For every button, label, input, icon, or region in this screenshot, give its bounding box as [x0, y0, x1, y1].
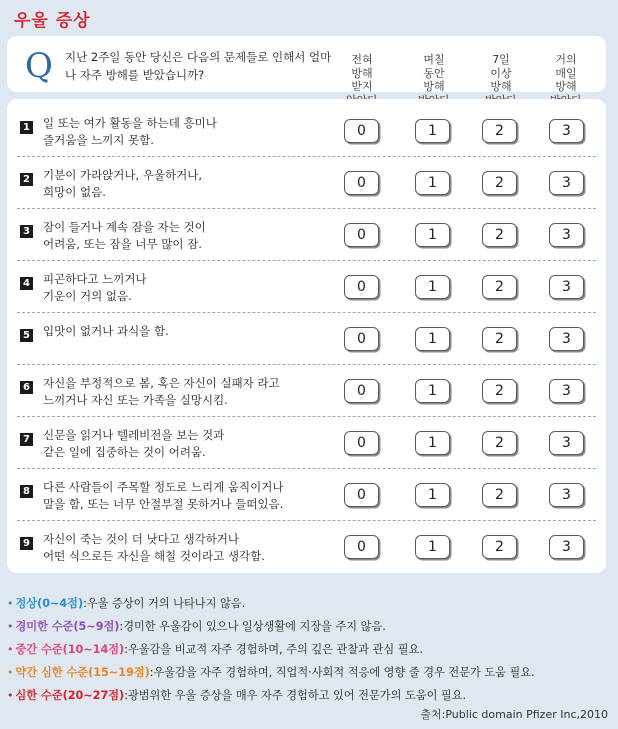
legend-level-label: 중간 수준(10~14점)	[15, 643, 125, 656]
legend-description: :광범위한 우울 증상을 매우 자주 경험하고 있어 전문가의 도움이 필요.	[124, 689, 467, 702]
bullet-icon: •	[7, 597, 14, 610]
item-number-badge: 5	[20, 329, 33, 342]
score-option-several-days[interactable]: 1	[415, 431, 450, 455]
score-option-nearly-every-day[interactable]: 3	[549, 275, 584, 299]
question-row	[7, 417, 606, 469]
score-option-never[interactable]: 0	[344, 119, 379, 143]
bullet-icon: •	[7, 643, 14, 656]
score-option-nearly-every-day[interactable]: 3	[549, 119, 584, 143]
question-row	[7, 469, 606, 521]
score-option-never[interactable]: 0	[344, 171, 379, 195]
question-text: 지난 2주일 동안 당신은 다음의 문제들로 인해서 얼마나 자주 방해를 받았습니까?	[65, 50, 332, 82]
score-option-over-7-days[interactable]: 2	[482, 275, 517, 299]
item-number-badge: 4	[20, 277, 33, 290]
question-mark-icon: Q	[25, 46, 53, 86]
column-header-several-days: 며칠 동안 방해	[423, 53, 445, 93]
score-option-several-days[interactable]: 1	[415, 275, 450, 299]
score-option-nearly-every-day[interactable]: 3	[549, 379, 584, 403]
question-box	[7, 36, 606, 92]
item-number-badge: 8	[20, 485, 33, 498]
score-option-over-7-days[interactable]: 2	[482, 379, 517, 403]
item-number-badge: 2	[20, 173, 33, 186]
item-text: 신문을 읽거나 텔레비전을 보는 것과 같은 일에 집중하는 것이 어려움.	[43, 428, 225, 459]
score-option-nearly-every-day[interactable]: 3	[549, 223, 584, 247]
score-option-never[interactable]: 0	[344, 483, 379, 507]
score-option-several-days[interactable]: 1	[415, 171, 450, 195]
legend-item	[7, 638, 612, 661]
bullet-icon: •	[7, 689, 14, 702]
item-number-badge: 1	[20, 121, 33, 134]
question-row	[7, 209, 606, 261]
legend-description: :경미한 우울감이 있으나 일상생활에 지장을 주지 않음.	[119, 620, 386, 633]
column-header-over-7-days: 7일 이상 방해	[490, 53, 512, 93]
column-header-never: 전혀 방해 받지	[351, 53, 373, 93]
legend-item	[7, 661, 612, 684]
bullet-icon: •	[7, 620, 14, 633]
score-option-over-7-days[interactable]: 2	[482, 119, 517, 143]
score-option-over-7-days[interactable]: 2	[482, 327, 517, 351]
score-option-nearly-every-day[interactable]: 3	[549, 431, 584, 455]
question-row	[7, 261, 606, 313]
score-option-nearly-every-day[interactable]: 3	[549, 327, 584, 351]
score-option-never[interactable]: 0	[344, 275, 379, 299]
score-option-several-days[interactable]: 1	[415, 483, 450, 507]
score-option-over-7-days[interactable]: 2	[482, 535, 517, 559]
legend-level-label: 심한 수준(20~27점)	[15, 689, 125, 702]
score-option-nearly-every-day[interactable]: 3	[549, 535, 584, 559]
score-option-several-days[interactable]: 1	[415, 535, 450, 559]
question-row	[7, 365, 606, 417]
question-row	[7, 105, 606, 157]
page-title: 우울 증상	[14, 11, 91, 31]
legend-item	[7, 684, 612, 707]
score-option-several-days[interactable]: 1	[415, 379, 450, 403]
score-option-never[interactable]: 0	[344, 431, 379, 455]
item-text: 피곤하다고 느끼거나 기운이 거의 없음.	[43, 272, 147, 303]
score-legend	[7, 592, 612, 707]
source-credit: 출처:Public domain Pfizer Inc,2010	[420, 708, 608, 721]
item-text: 기분이 가라앉거나, 우울하거나, 희망이 없음.	[43, 168, 203, 199]
item-number-badge: 7	[20, 433, 33, 446]
item-text: 다른 사람들이 주목할 정도로 느리게 움직이거나 말을 함, 또는 너무 안절부절 못하거나 들떠있음.	[43, 480, 284, 511]
score-option-never[interactable]: 0	[344, 535, 379, 559]
legend-description: :우울 증상이 거의 나타나지 않음.	[83, 597, 246, 610]
legend-level-label: 약간 심한 수준(15~19점)	[15, 666, 150, 679]
legend-item	[7, 615, 612, 638]
item-text: 자신을 부정적으로 봄, 혹은 자신이 실패자 라고 느끼거나 자신 또는 가족을 실망시킴.	[43, 376, 280, 407]
item-number-badge: 6	[20, 381, 33, 394]
score-option-never[interactable]: 0	[344, 379, 379, 403]
legend-level-label: 정상(0~4점)	[15, 597, 84, 610]
column-header-nearly-every-day: 거의 매일 방해	[555, 53, 577, 93]
score-option-over-7-days[interactable]: 2	[482, 483, 517, 507]
item-text: 입맛이 없거나 과식을 함.	[43, 324, 169, 338]
score-option-never[interactable]: 0	[344, 223, 379, 247]
legend-level-label: 경미한 수준(5~9점)	[15, 620, 120, 633]
score-option-nearly-every-day[interactable]: 3	[549, 483, 584, 507]
item-text: 일 또는 여가 활동을 하는데 흥미나 즐거움을 느끼지 못함.	[43, 116, 217, 147]
score-option-over-7-days[interactable]: 2	[482, 431, 517, 455]
item-number-badge: 3	[20, 225, 33, 238]
score-option-several-days[interactable]: 1	[415, 223, 450, 247]
score-option-over-7-days[interactable]: 2	[482, 223, 517, 247]
bullet-icon: •	[7, 666, 14, 679]
score-option-several-days[interactable]: 1	[415, 119, 450, 143]
score-option-nearly-every-day[interactable]: 3	[549, 171, 584, 195]
item-text: 자신이 죽는 것이 더 낫다고 생각하거나 어떤 식으로든 자신을 해칠 것이라고 생각함.	[43, 532, 265, 563]
question-row	[7, 157, 606, 209]
question-row	[7, 521, 606, 573]
score-option-over-7-days[interactable]: 2	[482, 171, 517, 195]
legend-description: :우울감을 자주 경험하며, 직업적·사회적 적응에 영향 줄 경우 전문가 도움 필요.	[149, 666, 535, 679]
item-number-badge: 9	[20, 537, 33, 550]
score-option-several-days[interactable]: 1	[415, 327, 450, 351]
questionnaire-panel	[7, 99, 606, 573]
item-text: 잠이 들거나 계속 잠을 자는 것이 어려움, 또는 잠을 너무 많이 잠.	[43, 220, 206, 251]
legend-description: :우울감을 비교적 자주 경험하며, 주의 깊은 관찰과 관심 필요.	[124, 643, 423, 656]
legend-item	[7, 592, 612, 615]
question-row	[7, 313, 606, 365]
score-option-never[interactable]: 0	[344, 327, 379, 351]
